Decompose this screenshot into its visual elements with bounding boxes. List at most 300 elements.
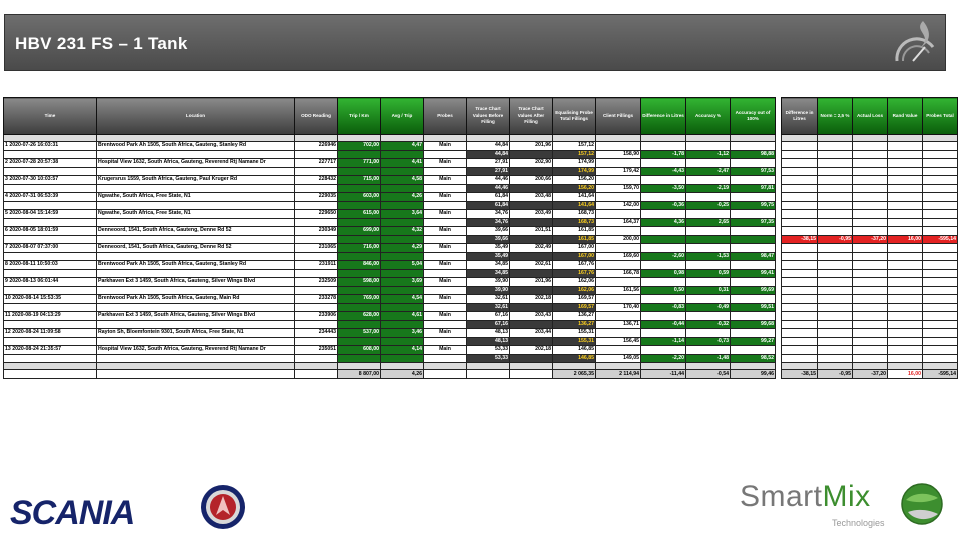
table-cell: 0,98 (641, 269, 686, 278)
empty-cell (510, 135, 553, 142)
loss-cell (888, 150, 923, 159)
table-cell (381, 320, 424, 329)
column-header: Norm = 2,5 % (818, 98, 853, 135)
empty-cell (381, 363, 424, 370)
empty-cell (818, 135, 853, 142)
table-cell: 136,27 (553, 320, 596, 329)
total-cell: -11,44 (641, 370, 686, 379)
table-cell: 44,84 (467, 142, 510, 151)
table-cell (510, 167, 553, 176)
empty-cell (853, 135, 888, 142)
loss-cell (853, 210, 888, 219)
table-cell (4, 201, 97, 210)
table-cell: Brentwood Park Ah 1505, South Africa, Gauteng, Main Rd (97, 295, 295, 304)
loss-cell (782, 354, 818, 363)
table-cell: -4,43 (641, 167, 686, 176)
table-cell: 99,51 (731, 303, 776, 312)
table-cell (510, 235, 553, 244)
table-cell (686, 193, 731, 202)
table-cell: 169,57 (553, 303, 596, 312)
loss-cell (923, 261, 958, 270)
table-cell: 53,33 (467, 346, 510, 355)
empty-cell (97, 363, 295, 370)
loss-cell (923, 244, 958, 253)
table-cell (686, 329, 731, 338)
table-cell (4, 329, 97, 338)
loss-cell (853, 244, 888, 253)
table-cell (4, 303, 97, 312)
loss-row (782, 159, 958, 168)
empty-cell (295, 135, 338, 142)
loss-cell (923, 159, 958, 168)
table-cell: Main (424, 176, 467, 185)
table-cell: -1,14 (641, 337, 686, 346)
column-header: Avg / Trip (381, 98, 424, 135)
table-cell: 169,57 (553, 295, 596, 304)
table-cell (338, 320, 381, 329)
table-cell (596, 329, 641, 338)
table-cell: 159,70 (596, 184, 641, 193)
table-cell: Main (424, 278, 467, 287)
loss-cell (853, 286, 888, 295)
table-cell (338, 184, 381, 193)
table-cell: 699,00 (338, 227, 381, 236)
summary-row (4, 184, 776, 193)
table-cell: 200,00 (596, 235, 641, 244)
table-cell (686, 227, 731, 236)
row-number: 4 (5, 193, 8, 200)
loss-row (782, 303, 958, 312)
table-cell (424, 218, 467, 227)
loss-cell (782, 295, 818, 304)
spacer-row (782, 135, 958, 142)
row-number: 9 (5, 278, 8, 285)
total-cell: 8 807,00 (338, 370, 381, 379)
loss-cell (782, 150, 818, 159)
table-cell: 155,31 (553, 337, 596, 346)
table-cell: 4,54 (381, 295, 424, 304)
table-cell: -2,47 (686, 167, 731, 176)
fill-row (4, 159, 776, 168)
table-cell: 168,73 (553, 210, 596, 219)
empty-cell (467, 135, 510, 142)
table-cell: 232509 (295, 278, 338, 287)
smartmix-wordmark: SmartMix (740, 480, 871, 513)
loss-cell (853, 354, 888, 363)
smartmix-logo (740, 480, 950, 536)
table-cell (4, 218, 97, 227)
loss-cell (818, 193, 853, 202)
loss-row (782, 295, 958, 304)
loss-cell (888, 295, 923, 304)
table-cell: 161,56 (596, 286, 641, 295)
table-cell: 146,85 (553, 346, 596, 355)
table-cell: 167,00 (553, 244, 596, 253)
table-cell: Main (424, 142, 467, 151)
table-cell: Main (424, 329, 467, 338)
loss-cell (888, 346, 923, 355)
table-cell (381, 337, 424, 346)
table-cell (596, 244, 641, 253)
table-cell: 715,00 (338, 176, 381, 185)
loss-row (782, 167, 958, 176)
loss-cell (818, 167, 853, 176)
table-cell (641, 193, 686, 202)
table-cell (295, 235, 338, 244)
loss-cell (782, 218, 818, 227)
loss-cell (853, 312, 888, 321)
scania-wordmark: SCANIA (10, 494, 135, 532)
loss-cell (818, 354, 853, 363)
loss-row (782, 210, 958, 219)
table-cell: 202,61 (510, 261, 553, 270)
loss-cell (818, 303, 853, 312)
table-cell: -3,50 (641, 184, 686, 193)
loss-cell (782, 176, 818, 185)
column-header: Location (97, 98, 295, 135)
table-cell (424, 252, 467, 261)
summary-row (4, 201, 776, 210)
table-cell (596, 227, 641, 236)
summary-row (4, 303, 776, 312)
loss-cell (853, 337, 888, 346)
loss-row (782, 235, 958, 244)
loss-cell (853, 167, 888, 176)
loss-cell (923, 142, 958, 151)
table-cell (381, 201, 424, 210)
loss-row (782, 184, 958, 193)
table-cell (641, 142, 686, 151)
summary-row (4, 354, 776, 363)
table-cell (596, 346, 641, 355)
table-cell: -0,49 (686, 303, 731, 312)
table-cell (596, 210, 641, 219)
table-cell: Main (424, 244, 467, 253)
loss-cell: -37,20 (853, 235, 888, 244)
column-header: Difference in Litres (641, 98, 686, 135)
table-cell (97, 286, 295, 295)
total-cell (97, 370, 295, 379)
table-cell (731, 244, 776, 253)
table-cell: Main (424, 210, 467, 219)
total-cell: -0,54 (686, 370, 731, 379)
table-cell (4, 167, 97, 176)
table-cell: 97,81 (731, 184, 776, 193)
table-cell (97, 252, 295, 261)
table-cell (596, 261, 641, 270)
table-cell: Parkhaven Ext 3 1459, South Africa, Gauteng, Silver Wings Blvd (97, 312, 295, 321)
loss-cell (818, 329, 853, 338)
loss-cell (818, 320, 853, 329)
table-cell: 27,91 (467, 159, 510, 168)
column-header: Difference in Litres (782, 98, 818, 135)
table-cell: 164,37 (596, 218, 641, 227)
table-cell (97, 218, 295, 227)
fill-row (4, 210, 776, 219)
row-time: 2020-08-05 18:01:59 (9, 227, 59, 234)
table-cell (381, 167, 424, 176)
loss-row (782, 150, 958, 159)
loss-cell (782, 167, 818, 176)
empty-cell (641, 363, 686, 370)
table-cell (4, 193, 97, 202)
table-cell (510, 184, 553, 193)
table-cell (686, 312, 731, 321)
column-header: Probes (424, 98, 467, 135)
table-cell (686, 346, 731, 355)
table-cell: 203,49 (510, 210, 553, 219)
loss-cell (782, 227, 818, 236)
loss-cell (853, 320, 888, 329)
loss-row (782, 193, 958, 202)
column-header: ODO Reading (295, 98, 338, 135)
loss-cell (923, 337, 958, 346)
table-cell: 4,47 (381, 142, 424, 151)
loss-row (782, 286, 958, 295)
empty-cell (641, 135, 686, 142)
table-cell (295, 286, 338, 295)
loss-cell (853, 201, 888, 210)
table-cell (338, 269, 381, 278)
table-cell (424, 184, 467, 193)
loss-cell (853, 303, 888, 312)
loss-cell (853, 261, 888, 270)
loss-row (782, 201, 958, 210)
table-cell (424, 303, 467, 312)
row-time: 2020-08-04 15:14:59 (9, 210, 59, 217)
empty-cell (923, 363, 958, 370)
table-cell: 166,78 (596, 269, 641, 278)
row-time: 2020-08-14 15:53:35 (12, 295, 61, 302)
loss-cell (782, 244, 818, 253)
total-cell: 4,26 (381, 370, 424, 379)
total-cell (510, 370, 553, 379)
table-cell: 169,60 (596, 252, 641, 261)
column-header: Trace Chart Values Before Filling (467, 98, 510, 135)
loss-cell (888, 210, 923, 219)
column-header: Accuracy out of 100% (731, 98, 776, 135)
table-cell (686, 295, 731, 304)
table-cell (338, 150, 381, 159)
loss-cell (853, 159, 888, 168)
table-cell: -2,19 (686, 184, 731, 193)
loss-cell (853, 150, 888, 159)
row-number: 7 (5, 244, 8, 251)
loss-cell (923, 193, 958, 202)
table-cell: 202,49 (510, 244, 553, 253)
row-time: 2020-07-28 20:57:38 (9, 159, 59, 166)
table-cell (641, 346, 686, 355)
table-cell (510, 320, 553, 329)
table-cell: 98,47 (731, 252, 776, 261)
row-number: 3 (5, 176, 8, 183)
table-cell: 141,64 (553, 193, 596, 202)
loss-cell (818, 244, 853, 253)
loss-cell (923, 303, 958, 312)
table-cell: 202,90 (510, 159, 553, 168)
table-cell (295, 167, 338, 176)
loss-cell (888, 354, 923, 363)
table-cell: 231065 (295, 244, 338, 253)
table-cell: 53,33 (467, 354, 510, 363)
table-cell: 846,00 (338, 261, 381, 270)
table-cell: 4,41 (381, 159, 424, 168)
page-title: HBV 231 FS – 1 Tank (15, 34, 188, 53)
table-cell: 48,13 (467, 337, 510, 346)
title-bar (4, 14, 946, 71)
loss-cell (923, 201, 958, 210)
loss-cell (923, 227, 958, 236)
loss-cell (782, 261, 818, 270)
table-cell (424, 150, 467, 159)
table-cell: 149,05 (596, 354, 641, 363)
summary-row (4, 286, 776, 295)
empty-cell (853, 363, 888, 370)
table-cell (641, 312, 686, 321)
table-cell: -1,53 (686, 252, 731, 261)
loss-cell (782, 303, 818, 312)
loss-cell (818, 337, 853, 346)
table-cell (4, 210, 97, 219)
table-cell: 4,36 (641, 218, 686, 227)
loss-cell: -38,15 (782, 235, 818, 244)
empty-cell (553, 135, 596, 142)
empty-cell (888, 363, 923, 370)
loss-row (782, 329, 958, 338)
fillings-table (3, 97, 776, 379)
loss-cell (853, 329, 888, 338)
table-cell: 44,46 (467, 176, 510, 185)
table-cell (381, 286, 424, 295)
table-cell: 603,00 (338, 193, 381, 202)
fill-row (4, 244, 776, 253)
table-cell (731, 261, 776, 270)
table-cell: 32,61 (467, 303, 510, 312)
table-cell: 34,85 (467, 269, 510, 278)
table-cell (424, 235, 467, 244)
table-cell: -1,12 (686, 150, 731, 159)
table-cell: 0,50 (641, 286, 686, 295)
total-cell: 16,00 (888, 370, 923, 379)
table-cell (686, 142, 731, 151)
table-cell (295, 320, 338, 329)
table-cell (641, 227, 686, 236)
table-cell: 61,84 (467, 201, 510, 210)
loss-cell (888, 201, 923, 210)
table-cell (4, 346, 97, 355)
table-cell: 229650 (295, 210, 338, 219)
loss-cell (853, 176, 888, 185)
table-cell: 4,61 (381, 312, 424, 321)
table-cell: 67,16 (467, 312, 510, 321)
column-header: Rand Value (888, 98, 923, 135)
row-time: 2020-08-07 07:37:00 (9, 244, 59, 251)
loss-cell (782, 193, 818, 202)
fill-row (4, 346, 776, 355)
table-cell (510, 252, 553, 261)
table-cell (295, 252, 338, 261)
column-header: Client Fillings (596, 98, 641, 135)
table-cell: 233906 (295, 312, 338, 321)
empty-cell (923, 135, 958, 142)
row-number: 13 (5, 346, 11, 353)
loss-cell (923, 286, 958, 295)
table-cell: -0,44 (641, 320, 686, 329)
table-cell (596, 142, 641, 151)
loss-row (782, 244, 958, 253)
loss-cell (888, 303, 923, 312)
loss-cell (923, 167, 958, 176)
loss-cell (782, 210, 818, 219)
table-cell: 226946 (295, 142, 338, 151)
table-cell: 3,46 (381, 329, 424, 338)
loss-row (782, 320, 958, 329)
fill-row (4, 261, 776, 270)
table-cell: 156,20 (553, 176, 596, 185)
loss-cell (923, 252, 958, 261)
table-cell (381, 303, 424, 312)
table-cell: 142,00 (596, 201, 641, 210)
table-cell (686, 159, 731, 168)
loss-cell: 16,00 (888, 235, 923, 244)
table-cell (641, 235, 686, 244)
table-cell (731, 295, 776, 304)
table-cell: Main (424, 261, 467, 270)
table-cell: 39,90 (467, 286, 510, 295)
table-cell: Hospital View 1632, South Africa, Gauteng, Reverend Rtj Namane Dr (97, 346, 295, 355)
empty-cell (467, 363, 510, 370)
loss-cell (782, 278, 818, 287)
spacer-row (782, 363, 958, 370)
loss-row (782, 218, 958, 227)
table-cell: Main (424, 193, 467, 202)
loss-cell (888, 312, 923, 321)
table-cell (4, 184, 97, 193)
loss-cell (818, 218, 853, 227)
table-cell (97, 303, 295, 312)
column-header: Accuracy % (686, 98, 731, 135)
empty-cell (424, 135, 467, 142)
table-cell: -0,73 (686, 337, 731, 346)
table-cell (424, 201, 467, 210)
table-cell (338, 303, 381, 312)
loss-cell (888, 261, 923, 270)
total-cell: 2 065,35 (553, 370, 596, 379)
table-cell (596, 295, 641, 304)
loss-cell (818, 312, 853, 321)
table-cell: 2,65 (686, 218, 731, 227)
row-time: 2020-07-26 16:03:31 (9, 142, 59, 149)
table-cell: 39,66 (467, 227, 510, 236)
empty-cell (686, 135, 731, 142)
loss-cell (853, 278, 888, 287)
table-cell: 174,99 (553, 167, 596, 176)
table-cell (4, 227, 97, 236)
table-cell (510, 201, 553, 210)
table-cell (686, 278, 731, 287)
table-cell: 201,96 (510, 278, 553, 287)
row-number: 1 (5, 142, 8, 149)
empty-cell (888, 135, 923, 142)
table-cell (97, 201, 295, 210)
table-cell: 155,31 (553, 329, 596, 338)
table-cell (295, 269, 338, 278)
table-cell: 203,43 (510, 312, 553, 321)
loss-cell (818, 142, 853, 151)
table-cell: -0,25 (686, 201, 731, 210)
loss-cell (818, 295, 853, 304)
table-cell: 4,26 (381, 193, 424, 202)
